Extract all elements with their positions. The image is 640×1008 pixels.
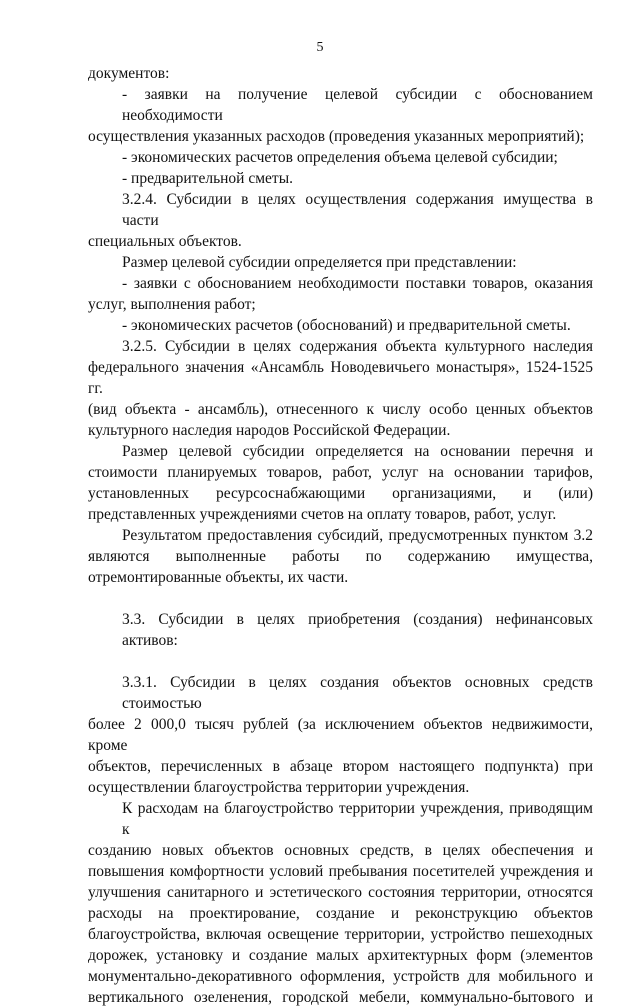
text-line: 3.2.5. Субсидии в целях содержания объекта культурного наследия	[122, 338, 593, 355]
text-line: (вид объекта - ансамбль), отнесенного к числу особо ценных объектов	[88, 401, 593, 418]
text-line: повышения комфортности условий пребывания посетителей учреждения и	[88, 863, 593, 880]
text-line: являются выполненные работы по содержанию имущества,	[88, 548, 593, 565]
page-number: 5	[316, 40, 324, 55]
text-line: представленных учреждениями счетов на оплату товаров, работ, услуг.	[88, 506, 557, 523]
text-line: 3.3. Субсидии в целях приобретения (создания) нефинансовых активов:	[122, 611, 593, 649]
text-line: созданию новых объектов основных средств, в целях обеспечения и	[88, 842, 593, 859]
text-line: осуществлении благоустройства территории учреждения.	[88, 779, 470, 796]
text-line: Размер целевой субсидии определяется на основании перечня и	[122, 443, 593, 460]
text-line: улучшения санитарного и эстетического состояния территории, относятся	[88, 884, 593, 901]
text-line: Результатом предоставления субсидий, предусмотренных пунктом 3.2	[122, 527, 593, 544]
text-line: федерального значения «Ансамбль Новодевичьего монастыря», 1524-1525 гг.	[88, 359, 593, 397]
text-line: объектов, перечисленных в абзаце втором настоящего подпункта) при	[88, 758, 593, 775]
text-line: - экономических расчетов определения объема целевой субсидии;	[122, 149, 558, 166]
text-line: культурного наследия народов Российской Федерации.	[88, 422, 451, 439]
text-line: благоустройства, включая освещение территории, устройство пешеходных	[88, 926, 593, 943]
text-line: К расходам на благоустройство территории учреждения, приводящим к	[122, 800, 593, 838]
text-line: вертикального озеленения, городской мебели, коммунально-бытового и	[88, 989, 593, 1006]
text-line: расходы на проектирование, создание и реконструкцию объектов	[88, 905, 593, 922]
text-line: установленных ресурсоснабжающими организациями, и (или)	[88, 485, 593, 502]
text-line: 3.2.4. Субсидии в целях осуществления содержания имущества в части	[122, 191, 593, 229]
text-line: отремонтированные объекты, их части.	[88, 569, 349, 586]
text-line: - заявки с обоснованием необходимости поставки товаров, оказания	[122, 275, 593, 292]
document-body	[88, 63, 593, 1008]
text-line: 3.3.1. Субсидии в целях создания объектов основных средств стоимостью	[122, 674, 593, 712]
text-line: услуг, выполнения работ;	[88, 296, 256, 313]
text-line: Размер целевой субсидии определяется при представлении:	[122, 254, 517, 271]
text-line: документов:	[88, 65, 170, 82]
text-line: - предварительной сметы.	[122, 170, 293, 187]
text-line: монументально-декоративного оформления, устройств для мобильного и	[88, 968, 593, 985]
text-line: специальных объектов.	[88, 233, 242, 250]
text-line: стоимости планируемых товаров, работ, услуг на основании тарифов,	[88, 464, 593, 481]
text-line: осуществления указанных расходов (проведения указанных мероприятий);	[88, 128, 585, 145]
text-line: дорожек, установку и создание малых архитектурных форм (элементов	[88, 947, 593, 964]
text-line: - заявки на получение целевой субсидии с обоснованием необходимости	[122, 86, 593, 124]
text-line: более 2 000,0 тысяч рублей (за исключением объектов недвижимости, кроме	[88, 716, 593, 754]
text-line: - экономических расчетов (обоснований) и предварительной сметы.	[122, 317, 571, 334]
